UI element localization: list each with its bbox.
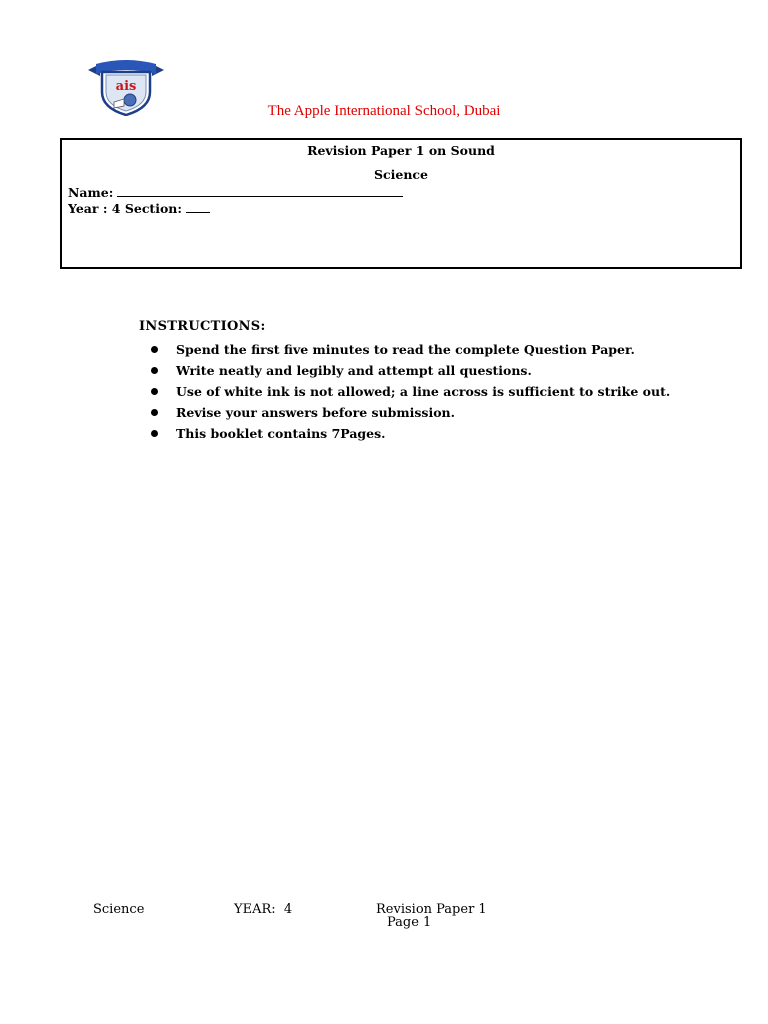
year-section-field xyxy=(68,201,210,216)
instruction-item: Use of white ink is not allowed; a line across is sufficient to strike out. xyxy=(150,381,670,402)
svg-text:ais: ais xyxy=(115,79,137,94)
details-box xyxy=(60,138,742,269)
paper-subject: Science xyxy=(374,167,428,182)
paper-title: Revision Paper 1 on Sound xyxy=(307,143,495,158)
instruction-item: Write neatly and legibly and attempt all questions. xyxy=(150,360,670,381)
bullet-icon xyxy=(151,367,158,374)
school-name: The Apple International School, Dubai xyxy=(267,103,501,119)
bullet-icon xyxy=(151,430,158,437)
name-label: Name: xyxy=(68,185,114,200)
section-blank-line[interactable] xyxy=(186,202,210,213)
instructions-list xyxy=(150,339,670,444)
instructions-heading: INSTRUCTIONS: xyxy=(139,319,266,334)
year-section-label: Year : 4 Section: xyxy=(68,201,182,216)
instruction-item: Spend the first five minutes to read the complete Question Paper. xyxy=(150,339,670,360)
bullet-icon xyxy=(151,409,158,416)
bullet-icon xyxy=(151,346,158,353)
instruction-item: This booklet contains 7Pages. xyxy=(150,423,670,444)
bullet-icon xyxy=(151,388,158,395)
footer-page-number: Page 1 xyxy=(387,915,432,930)
footer-paper: Revision Paper 1 xyxy=(376,902,487,917)
instruction-item: Revise your answers before submission. xyxy=(150,402,670,423)
footer-year: YEAR: 4 xyxy=(234,902,293,917)
footer-subject: Science xyxy=(93,902,145,917)
name-blank-line[interactable] xyxy=(117,186,403,197)
name-field xyxy=(68,185,403,200)
